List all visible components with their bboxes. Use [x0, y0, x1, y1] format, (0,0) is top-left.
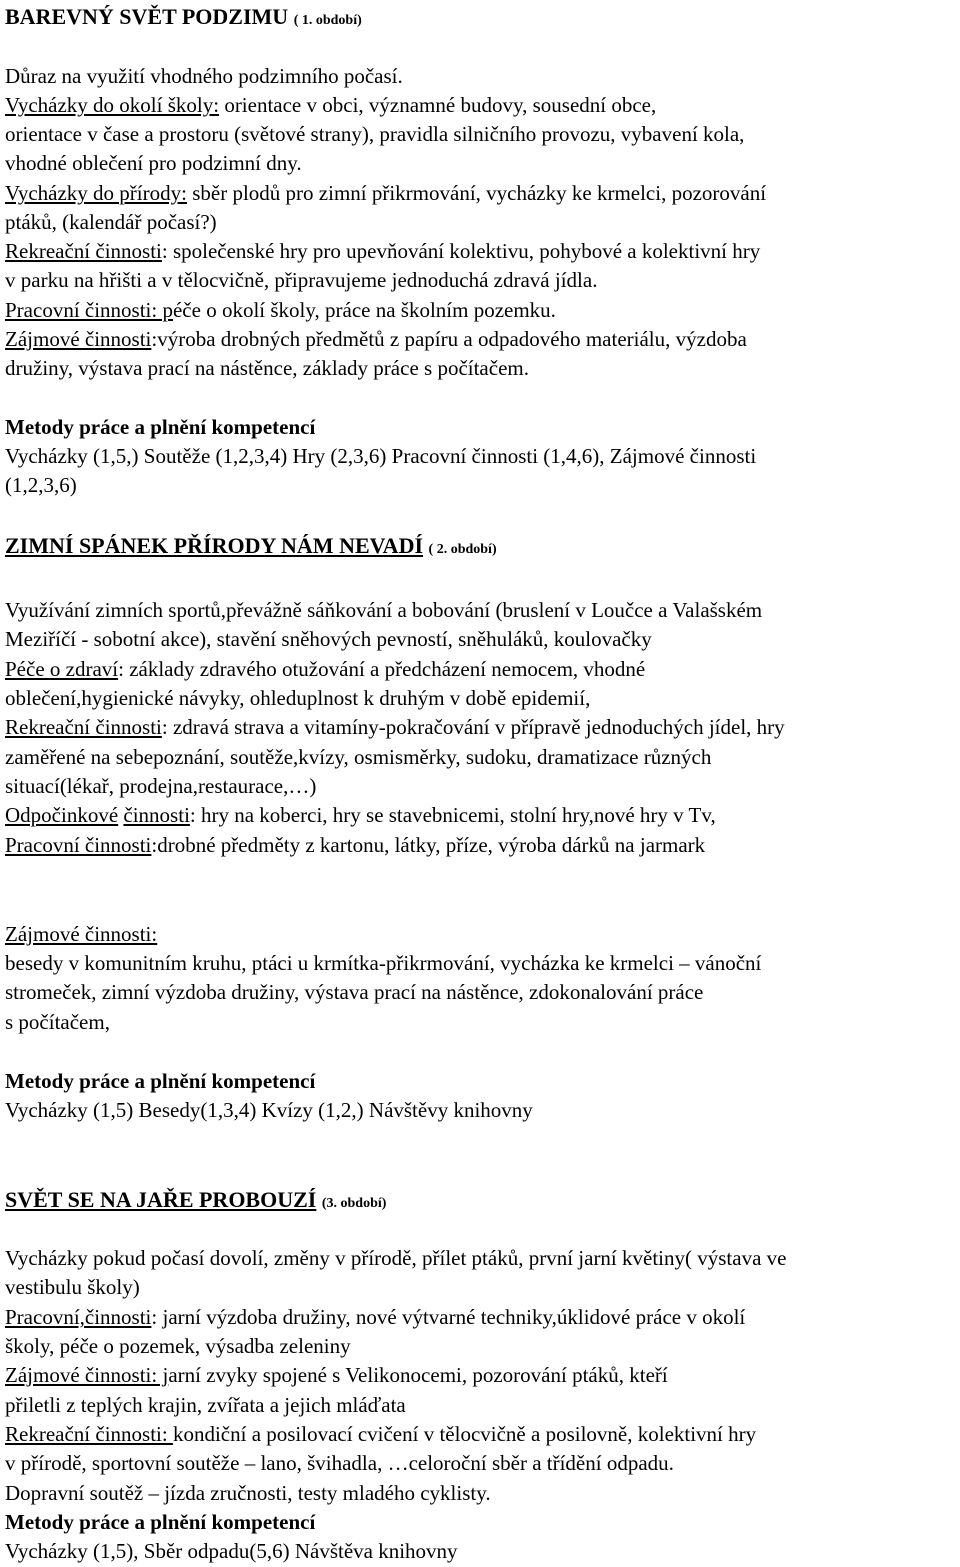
s2-work-line — [5, 832, 960, 858]
s2-health-label: Péče o zdraví — [5, 657, 119, 681]
s2-hobby-line-1: besedy v komunitním kruhu, ptáci u krmítka-přikrmování, vycházka ke krmelci – vánoční — [5, 951, 762, 975]
s2-hobby-title-line — [5, 921, 960, 947]
s2-rest-label-1: Odpočinkové — [5, 803, 119, 827]
s2-health-line-1 — [5, 656, 960, 682]
section-1-period: ( 1. období) — [293, 13, 362, 28]
s1-methods-line-2: (1,2,3,6) — [5, 473, 77, 497]
s2-rest-label-2: činnosti — [123, 803, 190, 827]
s1-intro: Důraz na využití vhodného podzimního počasí. — [5, 64, 403, 88]
s3-walks-line-2: vestibulu školy) — [5, 1275, 140, 1299]
s2-rest-text: : hry na koberci, hry se stavebnicemi, stolní hry,nové hry v Tv, — [189, 803, 716, 827]
s2-hobby-line-2: stromeček, zimní výzdoba družiny, výstava prací na nástěnce, zdokonalování práce — [5, 980, 704, 1004]
s2-work-text: :drobné předměty z kartonu, látky, příze, výroba dárků na jarmark — [151, 833, 706, 857]
s2-health-text-1: : základy zdravého otužování a předcházení nemocem, vhodné — [118, 657, 646, 681]
s2-rec-line-2: zaměřené na sebepoznání, soutěže,kvízy, osmisměrky, sudoku, dramatizace různých — [5, 745, 712, 769]
s1-rec-line-2: v parku na hřišti a v tělocvičně, připravujeme jednoduchá zdravá jídla. — [5, 268, 598, 292]
s2-sport-line-2: Meziříčí - sobotní akce), stavění sněhových pevností, sněhuláků, koulovačky — [5, 627, 652, 651]
section-3-period: (3. období) — [321, 1196, 387, 1211]
s3-work-label: Pracovní,činnosti — [5, 1305, 152, 1329]
s1-nature-label: Vycházky do přírody: — [5, 181, 187, 205]
s2-rec-text-1: : zdravá strava a vitamíny-pokračování v přípravě jednoduchých jídel, hry — [161, 715, 785, 739]
s3-work-line-2: školy, péče o pozemek, výsadba zeleniny — [5, 1334, 351, 1358]
s3-walks-line-1: Vycházky pokud počasí dovolí, změny v přírodě, přílet ptáků, první jarní květiny( výstava ve — [5, 1246, 787, 1270]
s3-hobby-label: Zájmové činnosti: j — [5, 1363, 169, 1387]
section-3-heading — [5, 1187, 960, 1217]
s1-rec-line-1 — [5, 238, 960, 264]
s2-rec-line-1 — [5, 714, 960, 740]
s1-hobby-text-1: :výroba drobných předmětů z papíru a odpadového materiálu, výzdoba — [151, 327, 747, 351]
s1-hobby-label: Zájmové činnosti — [5, 327, 152, 351]
s1-nature-line-1 — [5, 180, 960, 206]
section-2-period: ( 2. období) — [428, 542, 497, 557]
s2-rec-line-3: situací(lékař, prodejna,restaurace,…) — [5, 774, 317, 798]
s1-rec-label: Rekreační činnosti — [5, 239, 162, 263]
section-2-title: ZIMNÍ SPÁNEK PŘÍRODY NÁM NEVADÍ — [5, 533, 424, 558]
s3-methods-line: Vycházky (1,5), Sběr odpadu(5,6) Návštěva knihovny — [5, 1539, 458, 1563]
s3-hobby-text-1: arní zvyky spojené s Velikonocemi, pozorování ptáků, kteří — [168, 1363, 668, 1387]
s2-rest-line — [5, 802, 960, 828]
section-1-title: BAREVNÝ SVĚT PODZIMU — [5, 4, 289, 29]
s1-methods-title: Metody práce a plnění kompetencí — [5, 415, 316, 439]
s2-hobby-label: Zájmové činnosti: — [5, 922, 158, 946]
s3-rec-line-2: v přírodě, sportovní soutěže – lano, švihadla, …celoroční sběr a třídění odpadu. — [5, 1451, 674, 1475]
s1-work-text: éče o okolí školy, práce na školním pozemku. — [172, 298, 556, 322]
s1-rec-text-1: : společenské hry pro upevňování kolektivu, pohybové a kolektivní hry — [161, 239, 761, 263]
s3-rec-label: Rekreační činnosti: — [5, 1422, 173, 1446]
s3-traffic-line: Dopravní soutěž – jízda zručnosti, testy mladého cyklisty. — [5, 1481, 491, 1505]
s2-rec-label: Rekreační činnosti — [5, 715, 162, 739]
s1-walks-line-2: orientace v čase a prostoru (světové strany), pravidla silničního provozu, vybavení kola, — [5, 122, 745, 146]
s1-walks-text-1: orientace v obci, významné budovy, sousední obce, — [219, 93, 657, 117]
s1-nature-line-2: ptáků, (kalendář počasí?) — [5, 210, 217, 234]
section-1-heading — [5, 4, 960, 34]
s1-work-line — [5, 297, 960, 323]
s1-walks-label: Vycházky do okolí školy: — [5, 93, 220, 117]
s1-walks-line-3: vhodné oblečení pro podzimní dny. — [5, 151, 302, 175]
s3-rec-line-1 — [5, 1421, 960, 1447]
s2-work-label: Pracovní činnosti — [5, 833, 152, 857]
s3-hobby-line-2: přiletli z teplých krajin, zvířata a jejich mláďata — [5, 1393, 406, 1417]
s1-walks-line-1 — [5, 92, 960, 118]
s3-methods-title: Metody práce a plnění kompetencí — [5, 1510, 316, 1534]
s1-work-label: Pracovní činnosti: p — [5, 298, 173, 322]
s1-hobby-line-1 — [5, 326, 960, 352]
s3-hobby-line-1 — [5, 1362, 960, 1388]
s3-rec-text-1: kondiční a posilovací cvičení v tělocvičně a posilovně, kolektivní hry — [172, 1422, 757, 1446]
s3-work-line-1 — [5, 1304, 960, 1330]
s2-hobby-line-3: s počítačem, — [5, 1010, 110, 1034]
s2-methods-line: Vycházky (1,5) Besedy(1,3,4) Kvízy (1,2,) Návštěvy knihovny — [5, 1098, 533, 1122]
s3-work-text-1: : jarní výzdoba družiny, nové výtvarné techniky,úklidové práce v okolí — [151, 1305, 746, 1329]
s2-health-line-2: oblečení,hygienické návyky, ohleduplnost k druhým v době epidemií, — [5, 686, 591, 710]
section-3-title: SVĚT SE NA JAŘE PROBOUZÍ — [5, 1187, 317, 1212]
s1-methods-line-1: Vycházky (1,5,) Soutěže (1,2,3,4) Hry (2,3,6) Pracovní činnosti (1,4,6), Zájmové činnosti — [5, 444, 757, 468]
s1-nature-text-1: sběr plodů pro zimní přikrmování, vycházky ke krmelci, pozorování — [186, 181, 767, 205]
s2-sport-line-1: Využívání zimních sportů,převážně sáňkování a bobování (bruslení v Loučce a Valašském — [5, 598, 763, 622]
s1-hobby-line-2: družiny, výstava prací na nástěnce, základy práce s počítačem. — [5, 356, 529, 380]
section-2-heading — [5, 533, 960, 563]
s2-methods-title: Metody práce a plnění kompetencí — [5, 1069, 316, 1093]
